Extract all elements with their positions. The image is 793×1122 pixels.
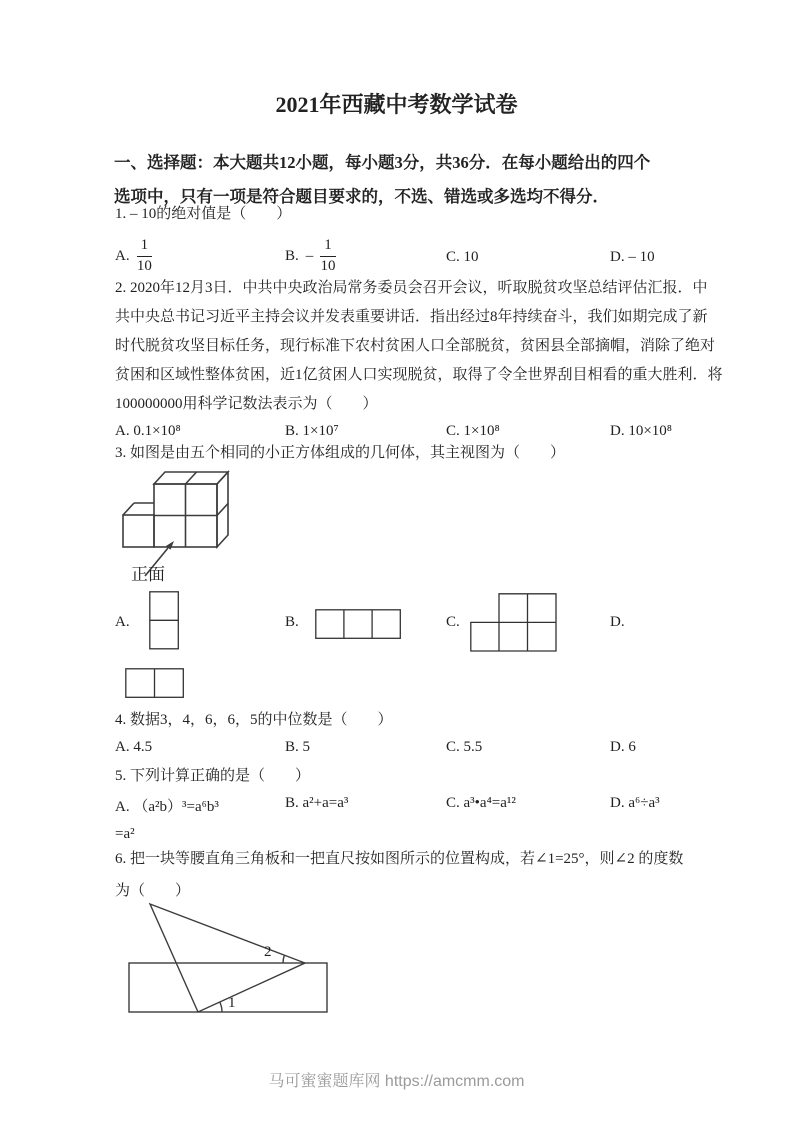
q3-option-a-figure: [149, 591, 180, 651]
q2-stem-line: 共中央总书记习近平主持会议并发表重要讲话．指出经过8年持续奋斗，我们如期完成了新: [115, 309, 708, 325]
q1-option-b-label: B.: [285, 247, 299, 264]
q6-stem-line: 为（ ）: [115, 883, 191, 899]
angle-1-label: 1: [228, 995, 236, 1011]
q2-option-b: B. 1×10⁷: [285, 423, 339, 439]
q4-option-d: D. 6: [610, 739, 636, 755]
q1-stem: 1. – 10的绝对值是（ ）: [115, 206, 292, 222]
q5-option-b: B. a²+a=a³: [285, 795, 349, 811]
footer-watermark: 马可蜜蜜题库网 https://amcmm.com: [268, 1073, 525, 1090]
angle-2-label: 2: [264, 944, 272, 960]
q2-stem-line: 2. 2020年12月3日．中共中央政治局常务委员会召开会议，听取脱贫攻坚总结评估汇报．中: [115, 280, 708, 296]
front-face-label: 正面: [131, 565, 165, 584]
fraction-denominator: 10: [320, 257, 336, 274]
q3-option-b-label: B.: [285, 614, 299, 630]
q3-option-a-label: A.: [115, 614, 130, 630]
q1-option-c: C. 10: [446, 249, 479, 265]
angle-1-arc: [220, 1002, 222, 1012]
q2-option-d: D. 10×10⁸: [610, 423, 673, 439]
q5-option-c: C. a³•a⁴=a¹²: [446, 795, 516, 811]
q1-option-b-sign: –: [305, 247, 314, 264]
q3-option-d-figure: [125, 668, 185, 699]
q1-option-b-fraction: [320, 237, 336, 275]
q2-stem-line: 贫困和区域性整体贫困，近1亿贫困人口实现脱贫，取得了令全世界刮目相看的重大胜利．将: [115, 367, 723, 383]
q5-option-d: D. a⁶÷a³: [610, 795, 660, 811]
q6-stem-line: 6. 把一块等腰直角三角板和一把直尺按如图所示的位置构成，若∠1=25°，则∠2 的度数: [115, 851, 684, 867]
q5-stem: 5. 下列计算正确的是（ ）: [115, 768, 311, 784]
q1-option-a-label: A.: [115, 247, 130, 264]
q2-option-a: A. 0.1×10⁸: [115, 423, 181, 439]
q1-option-b: [285, 232, 336, 280]
page-title: 2021年西藏中考数学试卷: [275, 92, 518, 117]
q3-stem: 3. 如图是由五个相同的小正方体组成的几何体，其主视图为（ ）: [115, 445, 566, 461]
q1-option-d: D. – 10: [610, 249, 655, 265]
q2-stem-line: 100000000用科学记数法表示为（ ）: [115, 396, 378, 412]
section-heading-line-1: 一、选择题：本大题共12小题，每小题3分，共36分．在每小题给出的四个: [114, 153, 651, 172]
q4-option-b: B. 5: [285, 739, 311, 755]
q3-option-b-figure: [315, 609, 402, 640]
q3-option-c-figure: [470, 593, 558, 653]
fraction-numerator: 1: [137, 237, 153, 256]
q4-stem: 4. 数据3，4，6，6，5的中位数是（ ）: [115, 712, 393, 728]
q1-option-a: [115, 232, 152, 280]
q4-option-a: A. 4.5: [115, 739, 153, 755]
q2-option-c: C. 1×10⁸: [446, 423, 500, 439]
angle-2-arc: [283, 955, 284, 963]
fraction-denominator: 10: [136, 257, 152, 274]
fraction-numerator: 1: [320, 237, 336, 256]
q3-option-c-label: C.: [446, 614, 460, 630]
q3-option-d-label: D.: [610, 614, 625, 630]
section-heading-line-2: 选项中，只有一项是符合题目要求的，不选、错选或多选均不得分．: [114, 187, 609, 206]
q5-option-d-overflow: =a²: [115, 826, 135, 842]
q2-stem-line: 时代脱贫攻坚目标任务，现行标准下农村贫困人口全部脱贫，贫困县全部摘帽，消除了绝对: [115, 338, 716, 354]
q1-option-a-fraction: [137, 237, 153, 275]
q4-option-c: C. 5.5: [446, 739, 483, 755]
q5-option-a: A. （a²b）³=a⁶b³: [115, 799, 219, 815]
